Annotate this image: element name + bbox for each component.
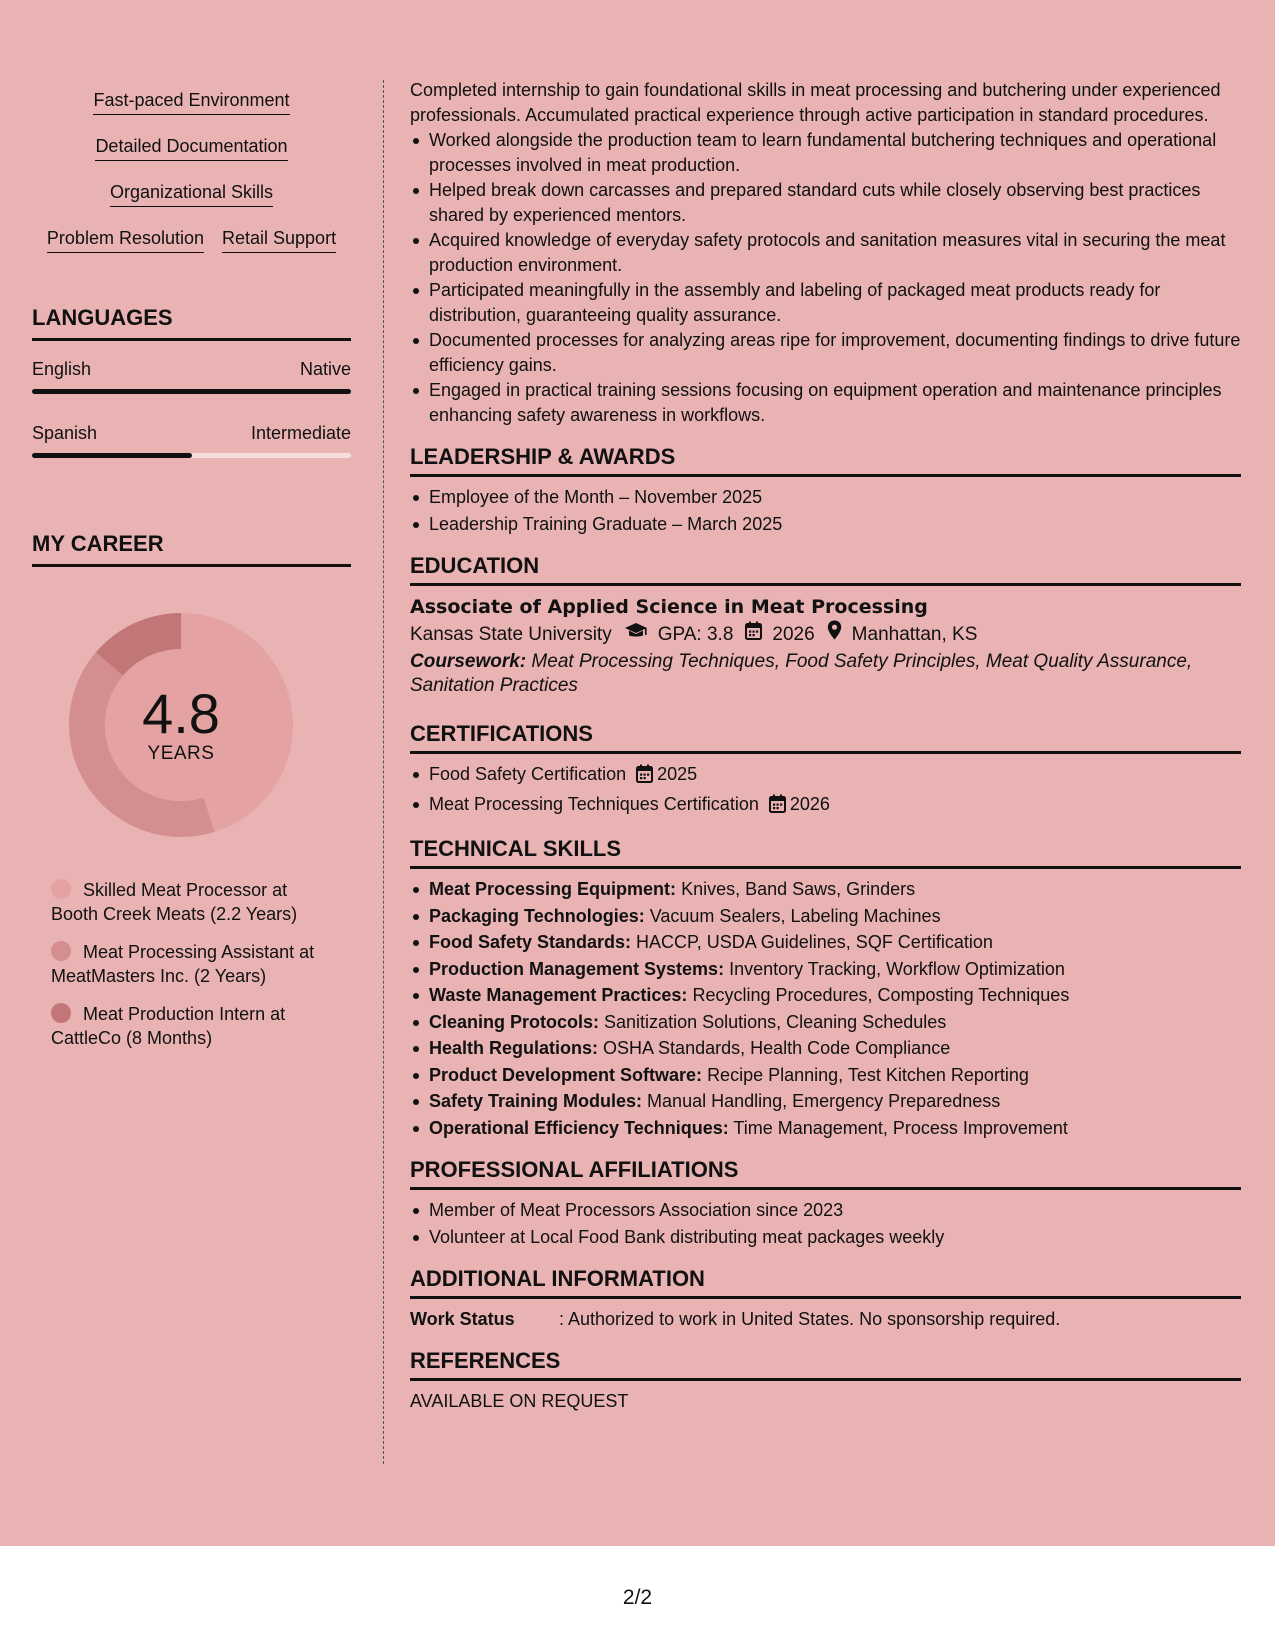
skill-value: Knives, Band Saws, Grinders xyxy=(681,879,916,899)
list-item xyxy=(410,1089,1241,1114)
list-item: Documented processes for analyzing areas ripe for improvement, documenting findings to drive future efficiency gains. xyxy=(410,328,1241,377)
work-status-row xyxy=(410,1307,1241,1331)
language-item xyxy=(32,421,351,458)
skill-label: Food Safety Standards: xyxy=(429,932,632,952)
list-item: Helped break down carcasses and prepared standard cuts while closely observing best practices shared by experienced mentors. xyxy=(410,178,1241,227)
experience-summary: Completed internship to gain foundational skills in meat processing and butchering under experienced professionals. Accumulated practical experience through active participation in standard procedures. xyxy=(410,80,1221,125)
technical-skills-list xyxy=(410,877,1241,1140)
education-degree: Associate of Applied Science in Meat Processing xyxy=(410,596,928,618)
list-item xyxy=(410,957,1241,982)
skill-value: Vacuum Sealers, Labeling Machines xyxy=(649,905,941,926)
language-proficiency-bar xyxy=(32,389,351,394)
career-legend-label: Skilled Meat Processor at Booth Creek Meats (2.2 Years) xyxy=(51,880,298,924)
language-name: Spanish xyxy=(32,423,98,443)
list-item xyxy=(410,930,1241,955)
list-item: Volunteer at Local Food Bank distributing meat packages weekly xyxy=(410,1225,1241,1250)
list-item xyxy=(410,1036,1241,1061)
list-item: Member of Meat Processors Association since 2023 xyxy=(410,1198,1241,1223)
leadership-section xyxy=(410,443,1241,536)
career-total-label: YEARS xyxy=(147,743,215,764)
list-item: Acquired knowledge of everyday safety protocols and sanitation measures vital in securing the meat production environment. xyxy=(410,228,1241,277)
section-title: TECHNICAL SKILLS xyxy=(410,835,1241,869)
skill-label: Cleaning Protocols: xyxy=(429,1011,600,1032)
skill-label: Packaging Technologies: xyxy=(429,905,645,926)
right-column xyxy=(410,78,1241,1413)
section-title: PROFESSIONAL AFFILIATIONS xyxy=(410,1156,1241,1190)
certifications-section xyxy=(410,720,1241,819)
map-pin-icon xyxy=(827,620,842,650)
education-year: 2026 xyxy=(772,624,815,645)
section-title: ADDITIONAL INFORMATION xyxy=(410,1265,1241,1299)
career-donut-chart xyxy=(66,610,296,840)
language-proficiency-fill xyxy=(32,453,192,458)
skill-value: Manual Handling, Emergency Preparedness xyxy=(647,1091,1001,1111)
left-column xyxy=(32,78,351,1064)
list-item: Employee of the Month – November 2025 xyxy=(410,485,1241,510)
page-number: 2/2 xyxy=(622,1586,653,1609)
language-level: Native xyxy=(299,359,351,379)
list-item: Engaged in practical training sessions focusing on equipment operation and maintenance principles enhancing safety awareness in workflows. xyxy=(410,378,1241,427)
languages-section xyxy=(32,304,351,458)
references-section xyxy=(410,1347,1241,1413)
language-name: English xyxy=(32,359,92,379)
education-coursework xyxy=(410,650,1241,698)
language-proficiency-bar xyxy=(32,453,351,458)
career-total-value: 4.8 xyxy=(142,682,220,745)
work-status-label: Work Status xyxy=(410,1309,515,1329)
language-item xyxy=(32,357,351,394)
career-legend-label: Meat Processing Assistant at MeatMasters Inc. (2 Years) xyxy=(51,942,315,986)
affiliations-section xyxy=(410,1156,1241,1249)
strength-tag: Retail Support xyxy=(222,226,336,253)
certification-name: Food Safety Certification xyxy=(429,764,627,784)
skill-value: Inventory Tracking, Workflow Optimization xyxy=(729,958,1065,979)
skill-value: Time Management, Process Improvement xyxy=(733,1117,1068,1138)
list-item: Leadership Training Graduate – March 2025 xyxy=(410,512,1241,537)
certification-year: 2026 xyxy=(789,793,830,814)
certification-name: Meat Processing Techniques Certification xyxy=(429,793,759,814)
career-section xyxy=(32,530,351,1050)
career-legend xyxy=(51,878,331,1050)
education-school: Kansas State University xyxy=(410,624,612,645)
skill-label: Waste Management Practices: xyxy=(429,985,688,1005)
legend-dot-icon xyxy=(51,879,71,899)
list-item: Worked alongside the production team to learn fundamental butchering techniques and operational processes involved in meat production. xyxy=(410,128,1241,177)
graduation-cap-icon xyxy=(624,620,648,650)
calendar-icon xyxy=(745,620,762,650)
education-section xyxy=(410,552,1241,698)
skill-value: Recycling Procedures, Composting Techniques xyxy=(692,985,1070,1005)
language-proficiency-fill xyxy=(32,389,351,394)
skill-label: Operational Efficiency Techniques: xyxy=(429,1117,729,1138)
languages-title: LANGUAGES xyxy=(32,304,351,341)
list-item xyxy=(410,983,1241,1008)
strength-tag: Problem Resolution xyxy=(47,226,204,253)
list-item xyxy=(410,792,1241,820)
references-text: AVAILABLE ON REQUEST xyxy=(410,1391,629,1411)
calendar-icon xyxy=(769,794,786,820)
list-item xyxy=(410,904,1241,929)
calendar-icon xyxy=(636,764,653,790)
coursework-list: Meat Processing Techniques, Food Safety Principles, Meat Quality Assurance, Sanitation Practices xyxy=(410,651,1193,696)
section-title: LEADERSHIP & AWARDS xyxy=(410,443,1241,477)
education-gpa: GPA: 3.8 xyxy=(657,624,734,645)
language-level: Intermediate xyxy=(250,423,351,443)
additional-info-section xyxy=(410,1265,1241,1331)
column-divider xyxy=(383,80,384,1464)
strength-tag: Organizational Skills xyxy=(110,180,273,207)
skill-value: HACCP, USDA Guidelines, SQF Certification xyxy=(636,932,993,952)
skill-label: Health Regulations: xyxy=(429,1038,599,1058)
certification-year: 2025 xyxy=(657,764,698,784)
list-item: Participated meaningfully in the assembly and labeling of packaged meat products ready for distribution, guaranteeing quality assurance. xyxy=(410,278,1241,327)
career-title: MY CAREER xyxy=(32,530,351,567)
list-item xyxy=(410,1116,1241,1141)
list-item xyxy=(410,1010,1241,1035)
skill-label: Meat Processing Equipment: xyxy=(429,879,677,899)
strength-tag: Fast-paced Environment xyxy=(93,88,289,115)
career-legend-label: Meat Production Intern at CattleCo (8 Months) xyxy=(51,1004,286,1048)
experience-bullets xyxy=(410,128,1241,427)
technical-skills-section xyxy=(410,835,1241,1140)
education-meta xyxy=(410,620,1241,650)
work-status-value: : Authorized to work in United States. No sponsorship required. xyxy=(559,1309,1061,1329)
list-item xyxy=(410,877,1241,902)
section-title: EDUCATION xyxy=(410,552,1241,586)
skill-value: Sanitization Solutions, Cleaning Schedules xyxy=(604,1011,947,1032)
coursework-label: Coursework: xyxy=(410,651,527,672)
career-legend-item xyxy=(51,878,331,926)
skill-label: Production Management Systems: xyxy=(429,958,725,979)
skill-label: Product Development Software: xyxy=(429,1064,703,1085)
section-title: CERTIFICATIONS xyxy=(410,720,1241,754)
page-footer xyxy=(0,1546,1275,1650)
legend-dot-icon xyxy=(51,941,71,961)
legend-dot-icon xyxy=(51,1003,71,1023)
strengths-tags xyxy=(32,78,351,262)
section-title: REFERENCES xyxy=(410,1347,1241,1381)
education-location: Manhattan, KS xyxy=(851,624,978,645)
career-legend-item xyxy=(51,1002,331,1050)
skill-value: Recipe Planning, Test Kitchen Reporting xyxy=(707,1064,1029,1085)
career-legend-item xyxy=(51,940,331,988)
skill-value: OSHA Standards, Health Code Compliance xyxy=(603,1038,951,1058)
strength-tag: Detailed Documentation xyxy=(95,134,287,161)
list-item xyxy=(410,1063,1241,1088)
skill-label: Safety Training Modules: xyxy=(429,1091,643,1111)
list-item xyxy=(410,762,1241,790)
